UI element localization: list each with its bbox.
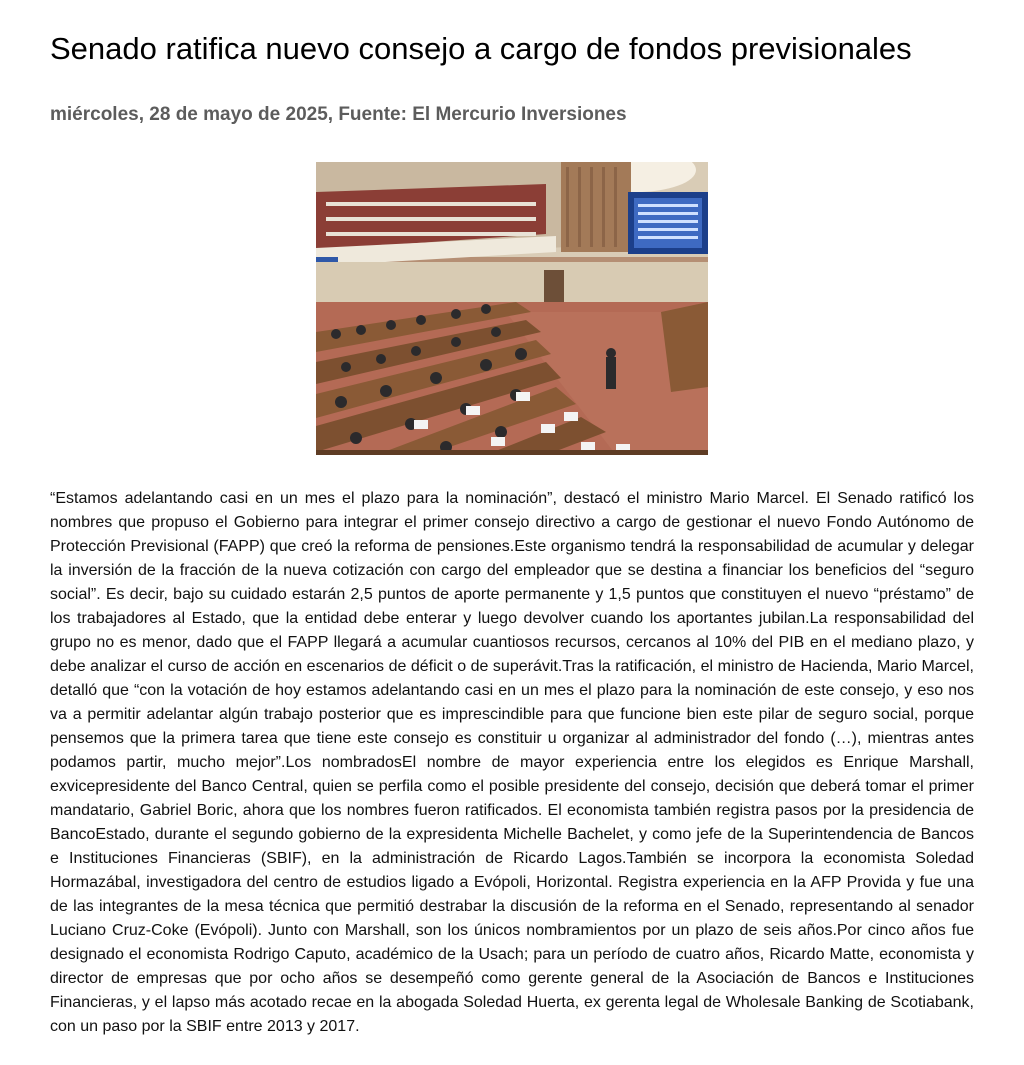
article-body: “Estamos adelantando casi en un mes el plazo para la nominación”, destacó el ministro Mario Marcel. El Senado ratificó los nombres que propuso el Gobierno para integrar el primer consejo directivo a cargo de gestionar el nuevo Fondo Autónomo de Protección Previsional (FAPP) que creó la reforma de pensiones.Este organismo tendrá la responsabilidad de acumular y delegar la inversión de la fracción de la nueva cotización con cargo del empleador que se destina a financiar los beneficios del “seguro social”. Es decir, bajo su cuidado estarán 2,5 puntos de aporte permanente y 1,5 puntos que constituyen el nuevo “préstamo” de los trabajadores al Estado, que la entidad debe enterar y luego devolver cuando los aportantes jubilan.La responsabilidad del grupo no es menor, dado que el FAPP llegará a acumular cuantiosos recursos, cercanos al 10% del PIB en el mediano plazo, y debe analizar el curso de acción en escenarios de déficit o de superávit.Tras la ratificación, el ministro de Hacienda, Mario Marcel, detalló que “con la votación de hoy estamos adelantando casi en un mes el plazo para la nominación de este consejo, y eso nos va a permitir adelantar algún trabajo posterior que es imprescindible para que funcione bien este pilar de seguro social, porque pensemos que la primera tarea que tiene este consejo es constituir u organizar al administrador del fondo (…), mientras antes podamos partir, mucho mejor”.Los nombradosEl nombre de mayor experiencia entre los elegidos es Enrique Marshall, exvicepresidente del Banco Central, quien se perfila como el posible presidente del consejo, decisión que deberá tomar el primer mandatario, Gabriel Boric, ahora que los nombres fueron ratificados. El economista también registra pasos por la presidencia de BancoEstado, durante el segundo gobierno de la expresidenta Michelle Bachelet, y como jefe de la Superintendencia de Bancos e Instituciones Financieras (SBIF), en la administración de Ricardo Lagos.También se incorpora la economista Soledad Hormazábal, investigadora del centro de estudios ligado a Evópoli, Horizontal. Registra experiencia en la AFP Provida y fue una de las integrantes de la mesa técnica que permitió destrabar la discusión de la reforma en el Senado, representando al senador Luciano Cruz-Coke (Evópoli). Junto con Marshall, son los únicos nombramientos por un plazo de seis años.Por cinco años fue designado el economista Rodrigo Caputo, académico de la Usach; para un período de cuatro años, Ricardo Matte, economista y director de empresas que por ocho años se desempeñó como gerente general de la Asociación de Bancos e Instituciones Financieras, y el lapso más acotado recae en la abogada Soledad Huerta, ex gerenta legal de Wholesale Banking de Scotiabank, con un paso por la SBIF entre 2013 y 2017.: [50, 490, 974, 1035]
article-meta: miércoles, 28 de mayo de 2025, Fuente: El Mercurio Inversiones: [50, 104, 627, 125]
article-image: [316, 162, 708, 455]
article: [50, 0, 974, 1039]
article-title: Senado ratifica nuevo consejo a cargo de fondos previsionales: [50, 31, 912, 66]
